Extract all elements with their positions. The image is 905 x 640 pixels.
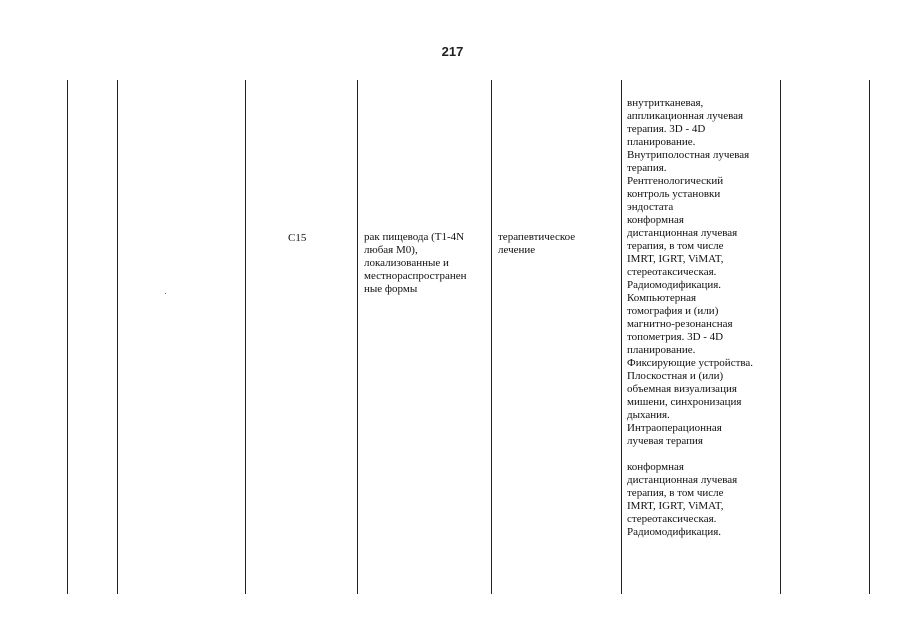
method-line: терапия. 3D - 4D — [627, 123, 706, 135]
method-line: дистанционная лучевая — [627, 227, 738, 239]
treatment-line: терапевтическое — [498, 231, 576, 243]
column-border — [117, 80, 118, 594]
column-border — [621, 80, 622, 594]
column-border — [245, 80, 246, 594]
method-line: эндостата — [627, 201, 674, 213]
method-line: планирование. — [627, 344, 696, 356]
method-line: Радиомодификация. — [627, 279, 722, 291]
method-line: магнитно-резонансная — [627, 318, 733, 330]
method-line: топометрия. 3D - 4D — [627, 331, 724, 343]
method-line: объемная визуализация — [627, 383, 737, 395]
method-line: терапия, в том числе — [627, 240, 724, 252]
column-border — [67, 80, 68, 594]
diagnosis-line: любая M0), — [364, 244, 418, 256]
diagnosis-line: ные формы — [364, 283, 418, 295]
column-border — [869, 80, 870, 594]
method-line: конформная — [627, 214, 684, 226]
treatment-line: лечение — [498, 244, 536, 256]
method-line: внутритканевая, — [627, 97, 704, 109]
method-line: лучевая терапия — [627, 435, 703, 447]
column-border — [491, 80, 492, 594]
column-border — [357, 80, 358, 594]
method-line: томография и (или) — [627, 305, 719, 317]
method-line: IMRT, IGRT, ViMAT, — [627, 253, 724, 265]
treatment-type-cell — [498, 231, 608, 257]
diagnosis-cell — [364, 231, 488, 296]
method-line: Внутриполостная лучевая — [627, 149, 750, 161]
page-number: 217 — [441, 44, 464, 59]
method-line: дыхания. — [627, 409, 670, 421]
treatment-methods-cell — [627, 97, 779, 539]
method-line: контроль установки — [627, 188, 721, 200]
method-line: стереотаксическая. — [627, 513, 717, 525]
method-line: планирование. — [627, 136, 696, 148]
method-line: стереотаксическая. — [627, 266, 717, 278]
method-line: аппликационная лучевая — [627, 110, 744, 122]
method-line: терапия. — [627, 162, 667, 174]
method-line: дистанционная лучевая — [627, 474, 738, 486]
method-line: Компьютерная — [627, 292, 697, 304]
blank-line — [627, 448, 779, 461]
method-line: Радиомодификация. — [627, 526, 722, 538]
method-line: Фиксирующие устройства. — [627, 357, 754, 369]
method-line: Интраоперационная — [627, 422, 722, 434]
scan-speck — [165, 293, 166, 294]
icd-code-cell: C15 — [288, 232, 307, 244]
method-line: конформная — [627, 461, 684, 473]
diagnosis-line: локализованные и — [364, 257, 449, 269]
method-line: терапия, в том числе — [627, 487, 724, 499]
diagnosis-line: рак пищевода (T1-4N — [364, 231, 465, 243]
diagnosis-line: местнораспространен — [364, 270, 467, 282]
method-line: Плоскостная и (или) — [627, 370, 724, 382]
method-line: мишени, синхронизация — [627, 396, 742, 408]
column-border — [780, 80, 781, 594]
method-line: Рентгенологический — [627, 175, 724, 187]
method-line: IMRT, IGRT, ViMAT, — [627, 500, 724, 512]
